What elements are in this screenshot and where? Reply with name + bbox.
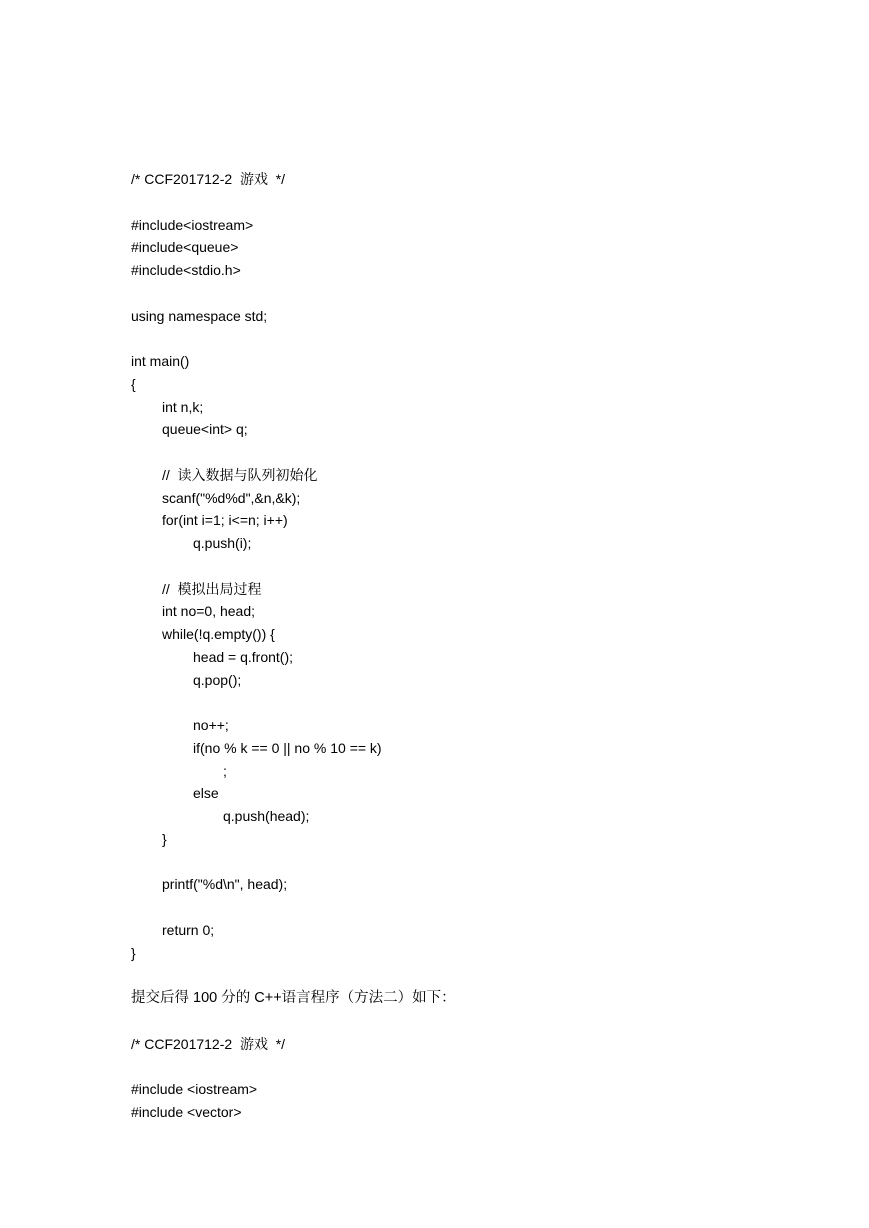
code-line: { — [131, 375, 136, 392]
code-line: scanf("%d%d",&n,&k); — [162, 489, 301, 506]
code-line: while(!q.empty()) { — [162, 626, 275, 642]
code-line: int no=0, head; — [162, 603, 256, 620]
blank-line — [131, 691, 831, 714]
blank-line — [131, 441, 831, 464]
code-line: // 模拟出局过程 — [162, 580, 262, 597]
code-line: #include <iostream> — [131, 1081, 258, 1097]
blank-line — [131, 851, 831, 874]
code-line: #include<stdio.h> — [131, 262, 241, 278]
code-line: } — [162, 830, 167, 847]
code-line: int n,k; — [162, 398, 204, 415]
code-line: } — [131, 944, 136, 961]
code-line: int main() — [131, 353, 190, 369]
code-line: #include <vector> — [131, 1103, 242, 1120]
code-line: q.pop(); — [193, 671, 242, 688]
document-body — [131, 168, 831, 1124]
code-line: ; — [223, 762, 227, 779]
blank-line — [131, 896, 831, 919]
blank-line — [131, 327, 831, 350]
code-line: #include<iostream> — [131, 216, 254, 233]
code-line: using namespace std; — [131, 307, 268, 324]
code-line: q.push(i); — [193, 535, 252, 551]
blank-line — [131, 282, 831, 305]
code-line: q.push(head); — [223, 808, 310, 824]
prose-line: 提交后得 100 分的 C++语言程序（方法二）如下： — [131, 990, 456, 1006]
code-line: #include<queue> — [131, 239, 239, 256]
code-line: else — [193, 785, 219, 802]
code-line: /* CCF201712-2 游戏 */ — [131, 171, 286, 187]
blank-line — [131, 555, 831, 578]
blank-line — [131, 1010, 831, 1033]
code-line: /* CCF201712-2 游戏 */ — [131, 1035, 286, 1052]
blank-line — [131, 1055, 831, 1078]
code-line: queue<int> q; — [162, 421, 248, 438]
code-line: head = q.front(); — [193, 648, 294, 665]
blank-line — [131, 964, 831, 987]
code-line: for(int i=1; i<=n; i++) — [162, 512, 288, 529]
code-line: printf("%d\n", head); — [162, 876, 288, 893]
code-line: // 读入数据与队列初始化 — [162, 466, 318, 483]
code-line: return 0; — [162, 921, 215, 938]
code-line: no++; — [193, 717, 229, 733]
code-line: if(no % k == 0 || no % 10 == k) — [193, 739, 382, 756]
blank-line — [131, 191, 831, 214]
